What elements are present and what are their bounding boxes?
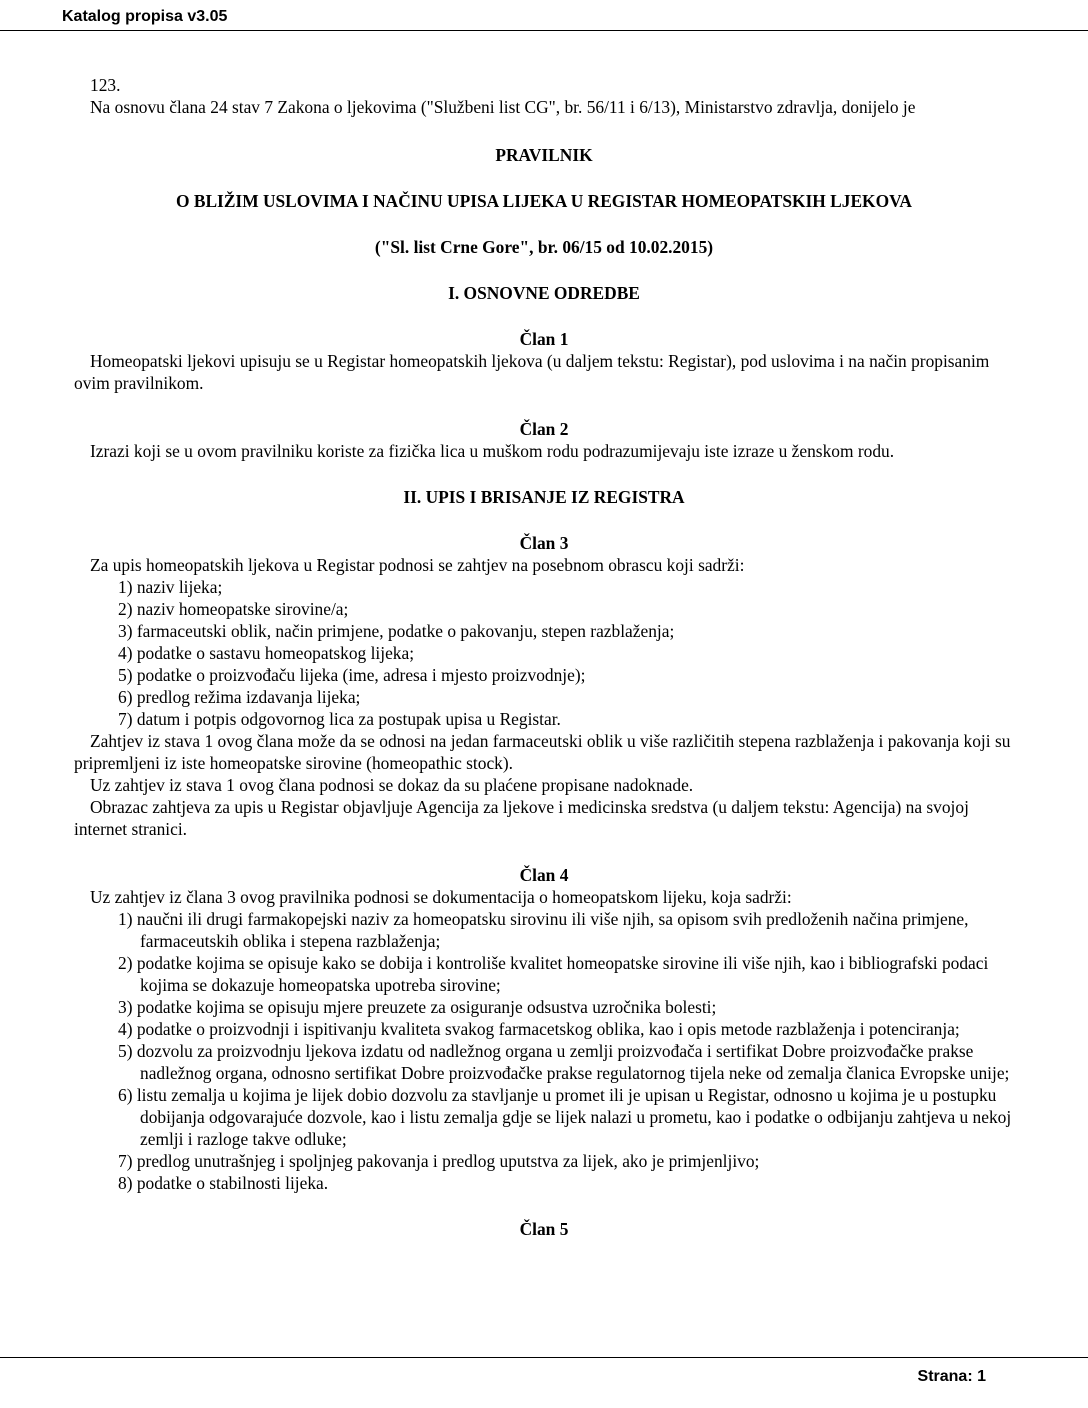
- section-heading-2: II. UPIS I BRISANJE IZ REGISTRA: [403, 487, 685, 507]
- document-subtitle: O BLIŽIM USLOVIMA I NAČINU UPISA LIJEKA U REGISTAR HOMEOPATSKIH LJEKOVA: [175, 191, 912, 211]
- article-3-paragraph: Zahtjev iz stava 1 ovog člana može da se odnosi na jedan farmaceutski oblik u više različitih stepena razblaženja i pakovanja koji su pripremljeni iz iste homeopatske sirovine (homeopathic stock).: [74, 731, 1011, 773]
- article-3-intro: Za upis homeopatskih ljekova u Registar podnosi se zahtjev na posebnom obrascu koji sadrži:: [90, 555, 745, 575]
- header-title: Katalog propisa v3.05: [62, 8, 228, 25]
- article-3-paragraph: Uz zahtjev iz stava 1 ovog člana podnosi se dokaz da su plaćene propisane nadoknade.: [90, 775, 694, 795]
- article-heading-2: Član 2: [519, 419, 569, 439]
- page-header: [0, 0, 1088, 31]
- gazette-reference: ("Sl. list Crne Gore", br. 06/15 od 10.02.2015): [374, 237, 714, 257]
- list-item: 7) predlog unutrašnjeg i spoljnjeg pakovanja i predlog uputstva za lijek, ako je primjenljivo;: [118, 1151, 760, 1171]
- article-heading-3: Član 3: [519, 533, 569, 553]
- document-body: [74, 74, 1014, 1240]
- list-item: 2) podatke kojima se opisuje kako se dobija i kontroliše kvalitet homeopatske sirovine ili više njih, kao i bibliografski podaci kojima se dokazuje homeopatska upotreba sirovine;: [118, 953, 989, 995]
- list-item: 7) datum i potpis odgovornog lica za postupak upisa u Registar.: [118, 709, 561, 729]
- list-item: 4) podatke o sastavu homeopatskog lijeka;: [118, 643, 415, 663]
- list-item: 4) podatke o proizvodnji i ispitivanju kvaliteta svakog farmacetskog oblika, kao i opis metode razblaženja i potenciranja;: [118, 1019, 960, 1039]
- list-item: 1) naziv lijeka;: [118, 577, 223, 597]
- list-item: 1) naučni ili drugi farmakopejski naziv za homeopatsku sirovinu ili više njih, sa opisom svih predloženih načina primjene, farmaceutskih oblika i stepena razblaženja;: [118, 909, 969, 951]
- list-item: 8) podatke o stabilnosti lijeka.: [118, 1173, 329, 1193]
- article-2-text: Izrazi koji se u ovom pravilniku koriste za fizička lica u muškom rodu podrazumijevaju iste izraze u ženskom rodu.: [90, 441, 895, 461]
- footer-divider: [0, 1357, 1088, 1358]
- article-1-text: Homeopatski ljekovi upisuju se u Registar homeopatskih ljekova (u daljem tekstu: Registar), pod uslovima i na način propisanim ovim pravilnikom.: [74, 351, 990, 393]
- article-heading-1: Član 1: [519, 329, 569, 349]
- list-item: 5) podatke o proizvođaču lijeka (ime, adresa i mjesto proizvodnje);: [118, 665, 586, 685]
- preamble: Na osnovu člana 24 stav 7 Zakona o ljekovima ("Službeni list CG", br. 56/11 i 6/13), Ministarstvo zdravlja, donijelo je: [90, 97, 916, 117]
- article-3-paragraph: Obrazac zahtjeva za upis u Registar objavljuje Agencija za ljekove i medicinska sredstva (u daljem tekstu: Agencija) na svojoj internet stranici.: [74, 797, 969, 839]
- article-heading-4: Član 4: [519, 865, 569, 885]
- list-item: 6) predlog režima izdavanja lijeka;: [118, 687, 361, 707]
- list-item: 2) naziv homeopatske sirovine/a;: [118, 599, 349, 619]
- list-item: 3) podatke kojima se opisuju mjere preuzete za osiguranje odsustva uzročnika bolesti;: [118, 997, 717, 1017]
- page-number: Strana: 1: [917, 1368, 986, 1385]
- section-heading-1: I. OSNOVNE ODREDBE: [448, 283, 640, 303]
- list-item: 5) dozvolu za proizvodnju ljekova izdatu od nadležnog organa u zemlji proizvođača i sertifikat Dobre proizvođačke prakse nadležnog organa, odnosno sertifikat Dobre proizvođačke prakse regulatornog tijela neke od zemalja članica Evropske unije;: [118, 1041, 1010, 1083]
- article-heading-5: Član 5: [519, 1219, 569, 1239]
- list-item: 3) farmaceutski oblik, način primjene, podatke o pakovanju, stepen razblaženja;: [118, 621, 675, 641]
- document-title: PRAVILNIK: [495, 145, 593, 165]
- list-item: 6) listu zemalja u kojima je lijek dobio dozvolu za stavljanje u promet ili je upisan u Registar, odnosno u kojima je u postupku dobijanja odgovarajuće dozvole, kao i listu zemalja gdje se lijek nalazi u prometu, kao i podatke o odbijanju zahtjeva u nekoj zemlji i razloge takve odluke;: [118, 1085, 1012, 1149]
- article-4-intro: Uz zahtjev iz člana 3 ovog pravilnika podnosi se dokumentacija o homeopatskom lijeku, koja sadrži:: [90, 887, 792, 907]
- document-number: 123.: [90, 75, 121, 95]
